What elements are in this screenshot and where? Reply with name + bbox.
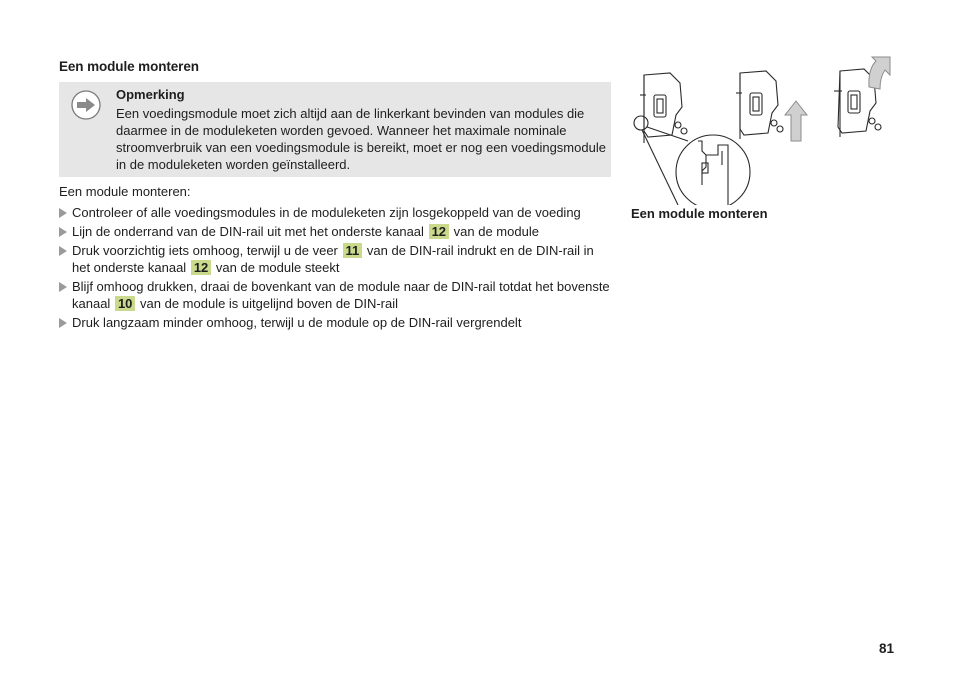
step-text: Lijn de onderrand van de DIN-rail uit met het onderste kanaal [72, 224, 424, 239]
reference-badge: 11 [343, 243, 363, 258]
arrow-right-circle-icon [71, 90, 101, 120]
step-text: van de DIN-rail indrukt en de DIN-rail in het onderste kanaal [72, 243, 594, 275]
reference-badge: 12 [429, 224, 449, 239]
step-text: van de module [453, 224, 539, 239]
module-drawing [736, 71, 783, 139]
step-text: van de module steekt [215, 260, 340, 275]
detail-magnifier [676, 135, 750, 205]
list-item [59, 278, 611, 312]
bullet-triangle-icon [59, 282, 67, 292]
note-box [59, 82, 611, 177]
list-item [59, 242, 611, 276]
step-text: Druk voorzichtig iets omhoog, terwijl u de veer [72, 243, 338, 258]
bullet-triangle-icon [59, 208, 67, 218]
module-drawing [634, 73, 688, 205]
figure-caption: Een module monteren [631, 206, 768, 221]
step-list [59, 204, 611, 333]
list-item [59, 223, 611, 240]
step-text: Controleer of alle voedingsmodules in de moduleketen zijn losgekoppeld van de voeding [72, 205, 581, 220]
step-text: Blijf omhoog drukken, draai de bovenkant van de module naar de DIN-rail totdat het bovenste kanaal [72, 279, 610, 311]
push-up-arrow-icon [785, 101, 807, 141]
reference-badge: 10 [115, 296, 135, 311]
list-item [59, 314, 611, 331]
bullet-triangle-icon [59, 318, 67, 328]
bullet-triangle-icon [59, 246, 67, 256]
note-title: Opmerking [116, 87, 185, 102]
note-text: Een voedingsmodule moet zich altijd aan de linkerkant bevinden van modules die daarmee in de moduleketen worden gevoed. Wanneer het maximale nominale stroomverbruik van een voedingsmodule is bereikt, moet er nog een voedingsmodule in de moduleketen worden geïnstalleerd. [116, 106, 606, 172]
reference-badge: 12 [191, 260, 211, 275]
list-item [59, 204, 611, 221]
module-mounting-illustration [628, 55, 908, 205]
intro-text: Een module monteren: [59, 184, 191, 199]
step-text: van de module is uitgelijnd boven de DIN-rail [140, 296, 399, 311]
section-title: Een module monteren [59, 59, 199, 74]
rotate-arrow-icon [869, 57, 890, 89]
bullet-triangle-icon [59, 227, 67, 237]
page-number: 81 [879, 641, 895, 656]
step-text: Druk langzaam minder omhoog, terwijl u de module op de DIN-rail vergrendelt [72, 315, 522, 330]
